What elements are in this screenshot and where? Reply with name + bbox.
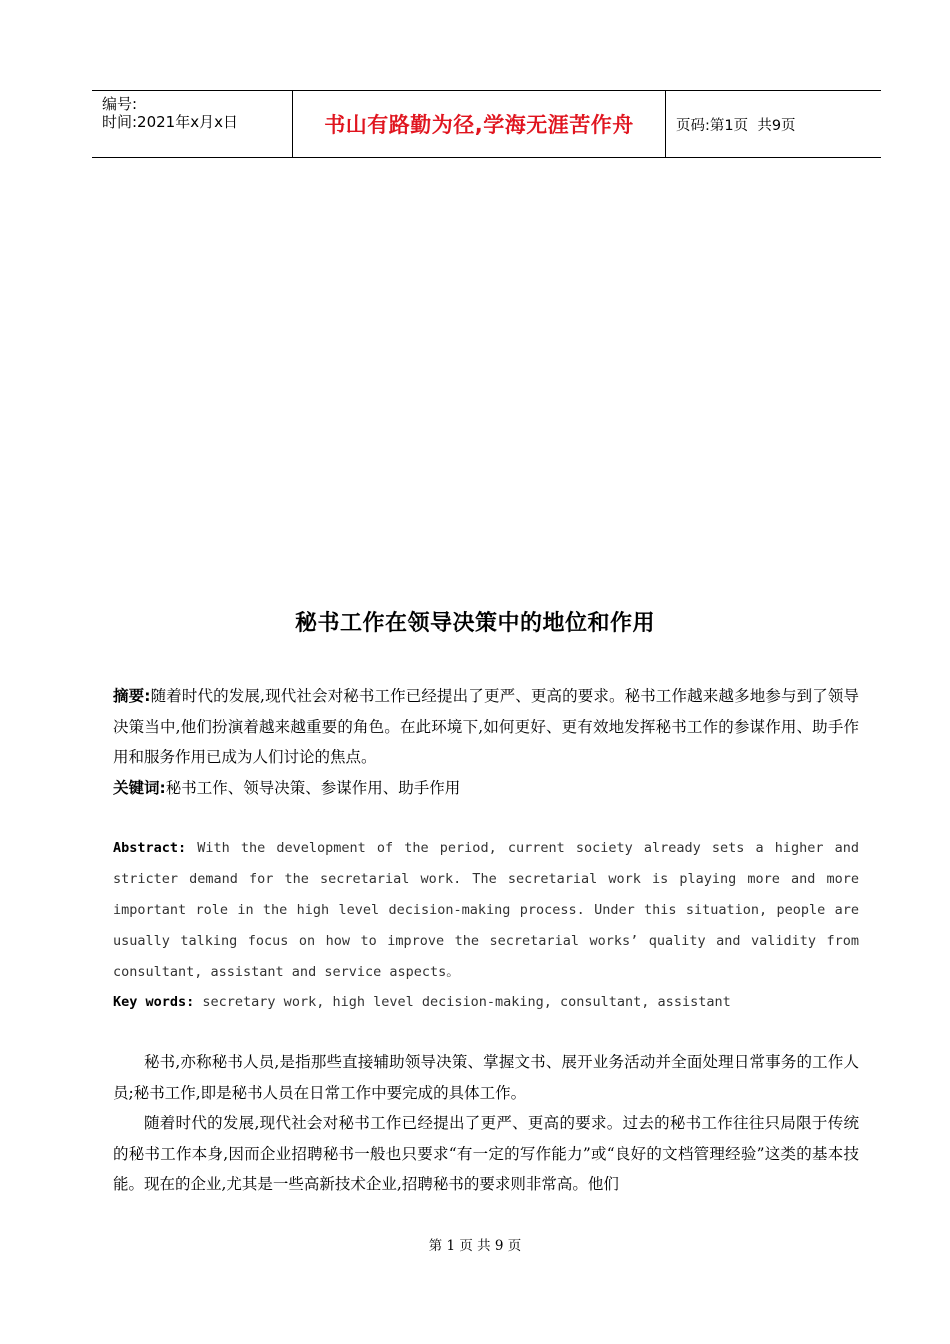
keywords-en-label: Key words: <box>113 994 195 1010</box>
keywords-en <box>113 987 859 1018</box>
keywords-cn <box>113 773 859 804</box>
abstract-cn <box>113 681 859 773</box>
motto-text: 书山有路勤为径,学海无涯苦作舟 <box>324 113 634 137</box>
body-text <box>113 1047 859 1200</box>
keywords-cn-label: 关键词: <box>113 779 166 797</box>
keywords-en-text: secretary work, high level decision-making, consultant, assistant <box>194 994 731 1010</box>
header-meta-cell <box>92 91 293 157</box>
page-footer <box>0 1234 950 1254</box>
header-page-cell <box>666 91 881 157</box>
abstract-cn-label: 摘要: <box>113 687 151 705</box>
abstract-en-label: Abstract: <box>113 840 187 856</box>
number-label: 编号: <box>102 95 138 113</box>
keywords-cn-text: 秘书工作、领导决策、参谋作用、助手作用 <box>165 779 461 797</box>
footer-page-number: 第 1 页 共 9 页 <box>428 1238 522 1254</box>
abstract-en-text: With the development of the period, current society already sets a higher and stricter demand for the secretarial work. The secretarial work is playing more and more important role in the high level decision-making process. Under this situation, people are usually talking focus on how to improve the secretarial works’ quality and validity from consultant, assistant and service aspects。 <box>113 840 859 980</box>
page-info: 页码:第1页 共9页 <box>676 117 796 134</box>
body-paragraph-2: 随着时代的发展,现代社会对秘书工作已经提出了更严、更高的要求。过去的秘书工作往往只局限于传统的秘书工作本身,因而企业招聘秘书一般也只要求“有一定的写作能力”或“良好的文档管理经验”这类的基本技能。现在的企业,尤其是一些高新技术企业,招聘秘书的要求则非常高。他们 <box>113 1114 859 1193</box>
document-title: 秘书工作在领导决策中的地位和作用 <box>294 611 655 636</box>
time-label: 时间:2021年x月x日 <box>102 113 238 131</box>
header-table <box>92 90 881 158</box>
abstract-en <box>113 833 859 988</box>
body-paragraph-1: 秘书,亦称秘书人员,是指那些直接辅助领导决策、掌握文书、展开业务活动并全面处理日常事务的工作人员;秘书工作,即是秘书人员在日常工作中要完成的具体工作。 <box>113 1053 859 1102</box>
header-motto-cell <box>293 91 666 157</box>
abstract-cn-text: 随着时代的发展,现代社会对秘书工作已经提出了更严、更高的要求。秘书工作越来越多地参与到了领导决策当中,他们扮演着越来越重要的角色。在此环境下,如何更好、更有效地发挥秘书工作的参谋作用、助手作用和服务作用已成为人们讨论的焦点。 <box>113 687 859 766</box>
